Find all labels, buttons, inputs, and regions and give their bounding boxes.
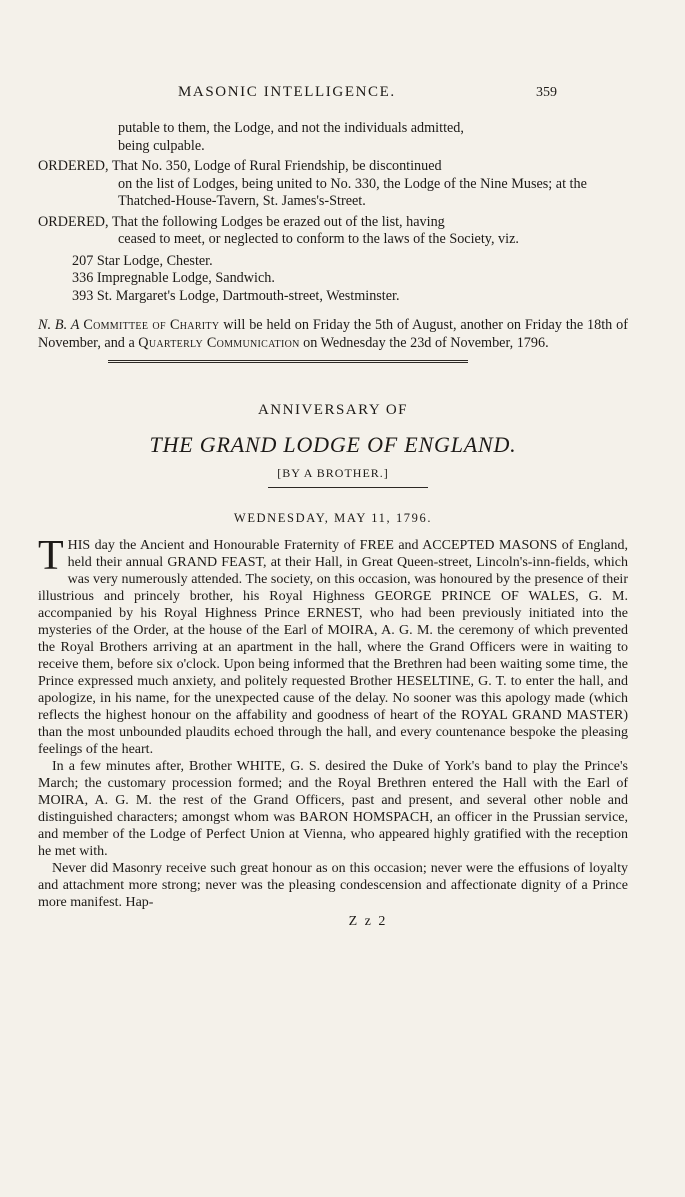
order-body: ceased to meet, or neglected to conform to the laws of the Society, viz. [118,231,519,247]
article-date: WEDNESDAY, MAY 11, 1796. [233,510,433,525]
lodge-entry: 207 Star Lodge, Chester. [72,252,213,269]
running-header [0,84,685,108]
signature-mark: Z z 2 [348,914,388,929]
lodge-entry: 336 Impregnable Lodge, Sandwich. [72,270,275,286]
paragraph-text: HIS day the Ancient and Honourable Fraternity of FREE and ACCEPTED MASONS of England, held their annual GRAND FEAST, at their Hall, in Great Queen-street, Lincoln's-inn-fields, which was very numerously attended. The society, on this occasion, was honoured by the presence of their illustrious and princely brother, his Royal Highness GEORGE PRINCE OF WALES, G. M. accompanied by his Royal Highness Prince ERNEST, who had been previously initiated into the mysteries of the Order, at the house of the Earl of MOIRA, A. G. M. the ceremony of which prevented the Royal Brothers arriving at an apartment in the hall, where the Grand Officers were in waiting to receive them, before six o'clock. Upon being informed that the Brethren had been waiting some time, the Prince expressed much anxiety, and politely requested Brother HESELTINE, G. T. to enter the hall, and apologize, in his name, for the unexpected cause of the delay. No sooner was this apology made (which reflects the highest honour on the affability and goodness of heart of the ROYAL GRAND MASTER) than the most unbounded plaudits echoed through the hall, and every countenance bespoke the pleasing feelings of the heart. [38,538,628,757]
lodge-entry: 393 St. Margaret's Lodge, Dartmouth-street, Westminster. [72,287,400,304]
page-text [38,120,628,931]
order-paragraph [38,158,628,211]
drop-cap: T [38,533,64,579]
section-divider [108,360,468,368]
notice-prefix: N. B. A [38,317,80,333]
article-heading: ANNIVERSARY OF [257,402,409,418]
notice-text: on Wednesday the 23d of November, 1796. [303,334,549,351]
byline-rule [268,487,428,488]
continued-line: putable to them, the Lodge, and not the individuals admitted, [118,120,464,136]
order-body: on the list of Lodges, being united to No. 330, the Lodge of the Nine Muses; at the Thatched-House-Tavern, St. James's-Street. [118,175,587,209]
notice-committee: Committee of Charity [83,317,220,333]
order-lead: ORDERED, That No. 350, Lodge of Rural Friendship, be discontinued [38,158,442,174]
article-title: THE GRAND LODGE OF ENGLAND. [149,431,517,457]
article-byline: [BY A BROTHER.] [277,466,389,480]
erased-lodge-list [72,253,628,306]
continued-line: being culpable. [118,137,205,154]
running-title: MASONIC INTELLIGENCE. [178,84,396,100]
order-paragraph [38,214,628,249]
article-body [38,533,628,911]
page-number: 359 [536,85,557,100]
notice-paragraph [38,317,628,352]
notice-quarterly: Quarterly Communication [138,334,300,351]
notice-text: will be held on Friday the 5th of August, another on Friday the 18th of November, and a [38,317,628,351]
body-paragraph: Never did Masonry receive such great honour as on this occasion; never were the effusions of loyalty and attachment more strong; never was the pleasing condescension and affectionate dignity of a Prince more manifest. Hap- [38,861,628,910]
body-paragraph [38,533,628,758]
body-paragraph: In a few minutes after, Brother WHITE, G. S. desired the Duke of York's band to play the Prince's March; the customary procession formed; and the Royal Brethren entered the Hall with the Earl of MOIRA, A. G. M. the rest of the Grand Officers, past and present, and several other noble and distinguished characters; amongst whom was BARON HOMSPACH, an officer in the Prussian service, and member of the Lodge of Perfect Union at Vienna, who appeared highly gratified with the reception he met with. [38,759,628,859]
order-lead: ORDERED, That the following Lodges be erazed out of the list, having [38,213,445,230]
